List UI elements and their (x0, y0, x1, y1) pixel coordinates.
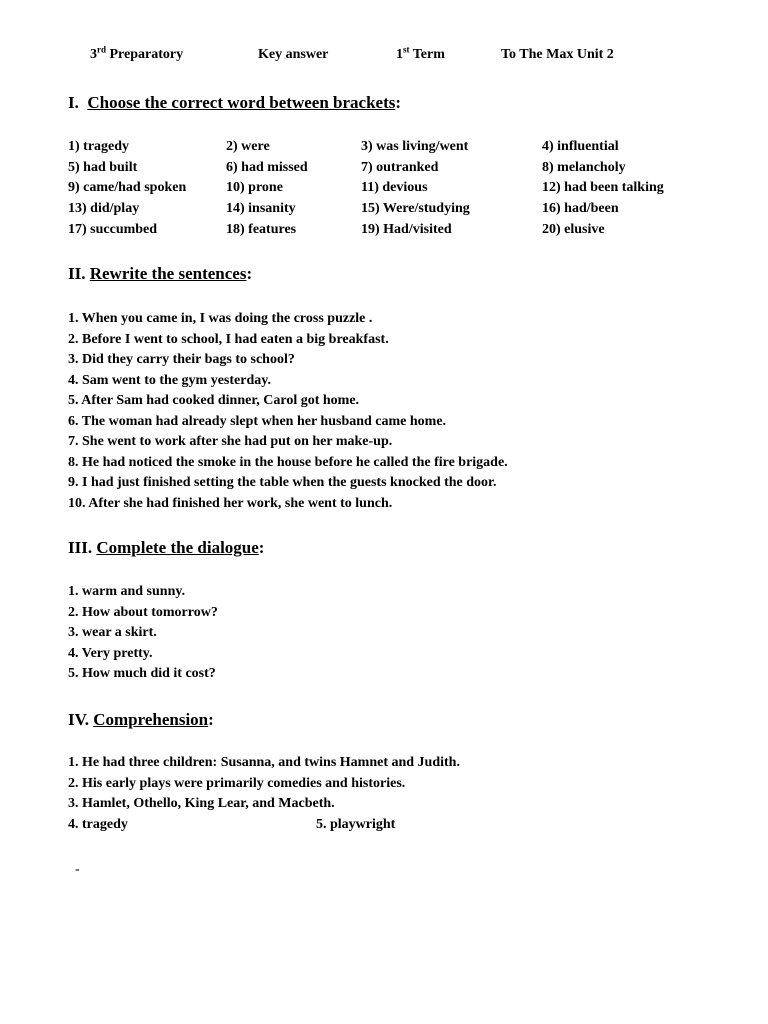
header-unit: To The Max Unit 2 (501, 47, 614, 62)
section2-heading (68, 264, 252, 284)
header-grade-number: 3 (90, 47, 97, 62)
header-term-number: 1 (396, 47, 403, 62)
answer-cell: 9) came/had spoken (68, 180, 187, 196)
answer-cell: 4) influential (542, 139, 619, 154)
answer-line: 1. When you came in, I was doing the cross puzzle . (68, 311, 373, 326)
section4-colon: : (208, 710, 214, 729)
answer-cell: 3) was living/went (361, 139, 469, 154)
answer-line: 5. After Sam had cooked dinner, Carol got home. (68, 393, 360, 408)
answer-line: 5. How much did it cost? (68, 666, 216, 681)
answer-cell: 17) succumbed (68, 221, 158, 237)
answer-cell: 19) Had/visited (361, 221, 452, 237)
answer-cell: 5) had built (68, 159, 138, 175)
answer-cell: 1) tragedy (68, 139, 130, 154)
header-term-text: Term (412, 47, 445, 62)
answer-line: 1. He had three children: Susanna, and twins Hamnet and Judith. (68, 755, 460, 770)
answer-cell: 2) were (226, 139, 270, 154)
answer-cell: 6) had missed (226, 159, 308, 175)
section4-title: Comprehension (93, 710, 209, 729)
answer-line: 10. After she had finished her work, she went to lunch. (68, 495, 393, 511)
answer-cell: 10) prone (226, 180, 283, 196)
answer-line: 4. Very pretty. (68, 645, 153, 661)
answer-cell: 16) had/been (542, 201, 619, 217)
answer-line: 1. warm and sunny. (68, 584, 186, 599)
answer-line: 9. I had just finished setting the table when the guests knocked the door. (68, 475, 497, 490)
header-grade-suffix: rd (97, 44, 106, 55)
answer-line: 6. The woman had already slept when her husband came home. (68, 413, 447, 429)
answer-line: 8. He had noticed the smoke in the house before he called the fire brigade. (68, 454, 508, 470)
answer-cell: 11) devious (361, 180, 428, 196)
section4-last-left: 4. tragedy (68, 817, 128, 832)
header-term (396, 44, 445, 63)
section1-numeral: I. (68, 93, 79, 112)
answer-cell: 20) elusive (542, 221, 605, 237)
section1-heading (68, 93, 401, 113)
section1-colon: : (395, 93, 402, 112)
section3-colon: : (258, 538, 265, 557)
section3-heading (68, 538, 264, 558)
answer-line: 7. She went to work after she had put on her make-up. (68, 434, 393, 449)
answer-line: 3. Did they carry their bags to school? (68, 352, 295, 367)
header-grade-text: Preparatory (109, 47, 184, 62)
section2-numeral: II. (68, 264, 86, 283)
answer-cell: 15) Were/studying (361, 201, 470, 217)
section4-last-right: 5. playwright (316, 817, 396, 832)
answer-cell: 14) insanity (226, 201, 296, 217)
answer-cell: 12) had been talking (542, 180, 664, 196)
answer-line: 3. wear a skirt. (68, 625, 157, 640)
header-key: Key answer (258, 47, 329, 62)
section3-numeral: III. (68, 538, 93, 557)
answer-line: 2. Before I went to school, I had eaten a big breakfast. (68, 331, 389, 347)
footer-dash: - (75, 862, 80, 877)
answer-cell: 18) features (226, 221, 297, 237)
section3-title: Complete the dialogue (96, 538, 259, 557)
answer-cell: 8) melancholy (542, 159, 626, 175)
section4-numeral: IV. (68, 710, 89, 729)
answer-line: 4. Sam went to the gym yesterday. (68, 372, 271, 388)
answer-line: 3. Hamlet, Othello, King Lear, and Macbeth. (68, 796, 335, 812)
header-term-suffix: st (403, 44, 410, 55)
answer-line: 2. His early plays were primarily comedies and histories. (68, 775, 406, 791)
section2-title: Rewrite the sentences (89, 264, 247, 283)
section4-heading (68, 710, 214, 730)
header-grade (90, 44, 184, 63)
section1-title: Choose the correct word between brackets (87, 93, 396, 112)
answer-line: 2. How about tomorrow? (68, 604, 218, 620)
section2-colon: : (246, 264, 253, 283)
answer-cell: 7) outranked (361, 159, 439, 175)
answer-cell: 13) did/play (68, 201, 140, 217)
